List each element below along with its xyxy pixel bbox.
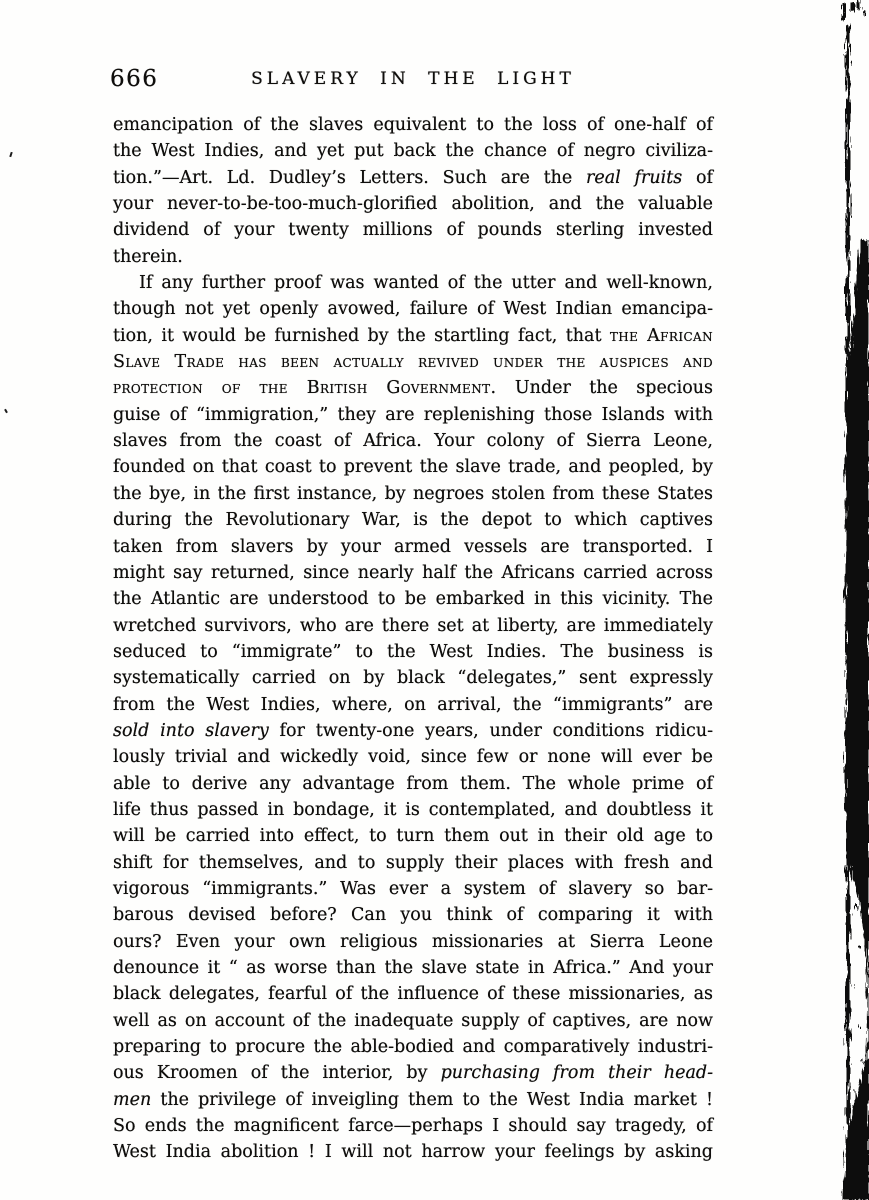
small-caps-run: the African <box>609 325 714 346</box>
scan-edge-artifact <box>835 0 869 1200</box>
text-line <box>113 1060 713 1086</box>
text-run: emancipation of the slaves equivalent to the loss of one-half of <box>113 115 713 135</box>
text-run: able to derive any advantage from them. The whole prime of <box>113 773 713 794</box>
text-line <box>113 375 713 401</box>
text-line <box>113 876 713 902</box>
text-run: life thus passed in bondage, it is contemplated, and doubtless it <box>113 799 713 820</box>
text-line <box>113 349 713 375</box>
text-line <box>113 428 713 454</box>
text-run: founded on that coast to prevent the slave trade, and peopled, by <box>113 457 713 478</box>
scan-speck <box>9 152 12 157</box>
text-line <box>113 296 713 322</box>
text-line <box>113 1087 713 1113</box>
scan-speck <box>4 409 8 413</box>
text-line <box>113 586 713 612</box>
text-run: the Atlantic are understood to be embarked in this vicinity. The <box>113 589 713 610</box>
text-run: from the West Indies, where, on arrival, the “immigrants” are <box>113 694 713 715</box>
text-run: of <box>682 167 713 188</box>
text-run: So ends the magnificent farce—perhaps I should say tragedy, of <box>113 1116 713 1137</box>
text-run: slaves from the coast of Africa. Your colony of Sierra Leone, <box>113 431 713 452</box>
text-line <box>113 244 713 270</box>
text-run: your never-to-be-too-much-glorified abolition, and the valuable <box>113 194 713 215</box>
text-run: therein. <box>113 246 183 267</box>
text-line <box>113 402 713 428</box>
text-line <box>113 112 713 138</box>
text-run: for twenty-one years, under conditions ridicu- <box>268 720 714 741</box>
text-run: black delegates, fearful of the influence of these missionaries, as <box>113 984 713 1005</box>
text-run: will be carried into effect, to turn them out in their old age to <box>113 826 713 847</box>
text-line <box>113 191 713 217</box>
text-run: barous devised before? Can you think of comparing it with <box>113 905 713 926</box>
running-header-title: SLAVERY IN THE LIGHT <box>251 69 575 89</box>
italic-run: men <box>113 1089 152 1110</box>
running-head <box>110 64 713 92</box>
text-line <box>113 1113 713 1139</box>
text-line <box>113 744 713 770</box>
text-line <box>113 1034 713 1060</box>
text-run: ous Kroomen of the interior, by <box>113 1063 441 1084</box>
text-run: ours? Even your own religious missionaries at Sierra Leone <box>113 931 713 952</box>
text-line <box>113 454 713 480</box>
text-run: dividend of your twenty millions of pounds sterling invested <box>113 220 713 241</box>
text-run: wretched survivors, who are there set at liberty, are immediately <box>113 615 713 636</box>
text-line <box>113 165 713 191</box>
text-run: West India abolition ! I will not harrow your feelings by asking <box>113 1142 713 1163</box>
text-run: the West Indies, and yet put back the chance of negro civiliza- <box>113 141 713 162</box>
text-line <box>113 692 713 718</box>
text-run: lously trivial and wickedly void, since few or none will ever be <box>113 747 713 768</box>
text-run: denounce it “ as worse than the slave state in Africa.” And your <box>113 958 713 978</box>
text-run: shift for themselves, and to supply their places with fresh and <box>113 852 713 873</box>
text-line <box>113 718 713 744</box>
text-run: preparing to procure the able-bodied and comparatively industri- <box>113 1037 713 1058</box>
text-line <box>113 850 713 876</box>
text-line <box>113 270 713 296</box>
text-run: the privilege of inveigling them to the West India market ! <box>151 1089 713 1110</box>
italic-run: purchasing from their head- <box>440 1063 714 1084</box>
text-line <box>113 1008 713 1034</box>
italic-run: sold into slavery <box>113 720 269 741</box>
text-block <box>113 112 713 1166</box>
text-line <box>113 217 713 243</box>
text-line <box>113 902 713 928</box>
small-caps-run: Slave Trade has been actually revived under the auspices and <box>113 352 713 373</box>
text-line <box>113 981 713 1007</box>
text-line <box>113 797 713 823</box>
small-caps-run: protection of the British Government. <box>113 378 497 399</box>
text-run: during the Revolutionary War, is the depot to which captives <box>113 510 713 531</box>
text-run: taken from slavers by your armed vessels are transported. I <box>113 536 713 557</box>
page-number: 666 <box>110 66 159 92</box>
text-run: seduced to “immigrate” to the West Indies. The business is <box>113 641 713 662</box>
text-run: well as on account of the inadequate supply of captives, are now <box>113 1010 713 1031</box>
text-run: Under the specious <box>496 378 713 399</box>
text-run: systematically carried on by black “delegates,” sent expressly <box>113 668 713 689</box>
text-run: though not yet openly avowed, failure of West Indian emancipa- <box>113 299 713 320</box>
text-run: the bye, in the first instance, by negroes stolen from these States <box>113 483 713 504</box>
text-line <box>113 823 713 849</box>
text-run: If any further proof was wanted of the utter and well-known, <box>139 273 713 294</box>
text-line <box>113 138 713 164</box>
text-run: vigorous “immigrants.” Was ever a system of slavery so bar- <box>113 878 713 899</box>
text-line <box>113 613 713 639</box>
text-line <box>113 481 713 507</box>
text-line <box>113 323 713 349</box>
text-line <box>113 560 713 586</box>
text-line <box>113 639 713 665</box>
italic-run: real fruits <box>586 167 683 188</box>
text-run: might say returned, since nearly half the Africans carried across <box>113 562 713 583</box>
text-line <box>113 534 713 560</box>
text-run: guise of “immigration,” they are replenishing those Islands with <box>113 404 713 425</box>
text-line <box>113 771 713 797</box>
text-run: tion, it would be furnished by the startling fact, that <box>113 325 610 346</box>
text-line <box>113 665 713 691</box>
text-line <box>113 929 713 955</box>
text-line <box>113 955 713 981</box>
text-run: tion.”—Art. Ld. Dudley’s Letters. Such are the <box>113 167 586 188</box>
text-line <box>113 507 713 533</box>
text-line <box>113 1139 713 1165</box>
